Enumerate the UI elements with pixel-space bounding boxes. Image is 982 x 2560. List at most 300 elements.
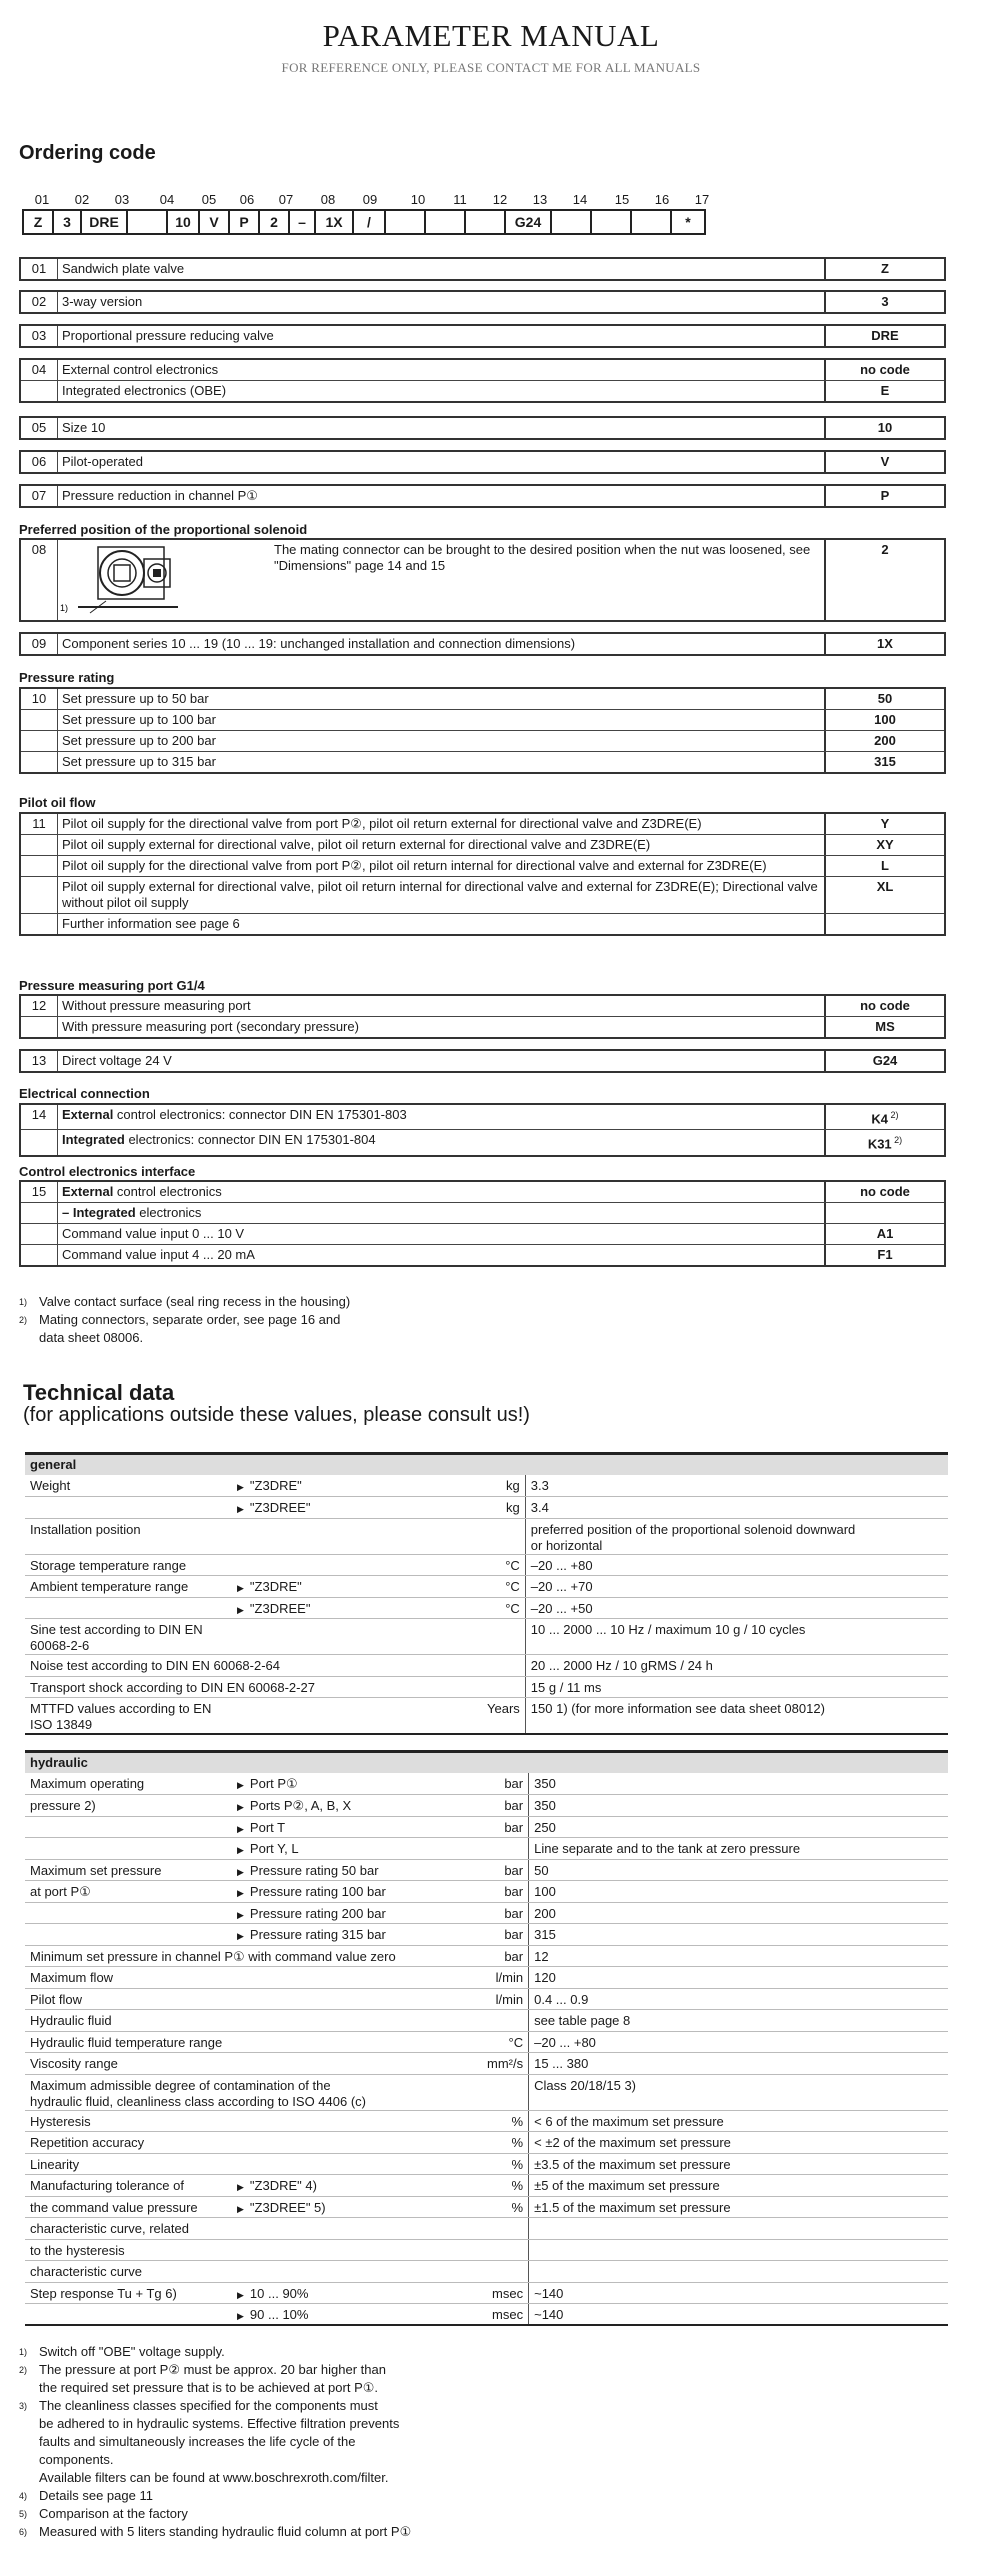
- param-value: 15 g / 11 ms: [525, 1676, 948, 1698]
- param-unit: °C: [482, 1597, 525, 1619]
- param-name: Maximum set pressure: [25, 1859, 232, 1881]
- footnote-text: The pressure at port P② must be approx. 20 bar higher than: [39, 2362, 386, 2377]
- param-unit: [482, 2239, 529, 2261]
- param-name: Maximum operating: [25, 1773, 232, 1795]
- param-variant: [232, 2110, 482, 2132]
- footnote-mark: 5): [19, 2509, 28, 2519]
- order-option-01: [19, 257, 946, 281]
- section-interface-heading: Control electronics interface: [19, 1164, 196, 1179]
- option-row: [21, 1016, 944, 1037]
- footnote-ref: 2): [888, 1110, 899, 1120]
- table-row: [25, 2153, 948, 2175]
- footnote-line: [19, 2451, 411, 2469]
- option-row: [21, 834, 944, 855]
- option-text: Direct voltage 24 V: [57, 1051, 824, 1071]
- param-unit: msec: [482, 2304, 529, 2326]
- footnote-line: [19, 2343, 411, 2361]
- param-name: characteristic curve, related: [25, 2218, 232, 2240]
- option-text-rest: electronics: connector DIN EN 175301-804: [124, 1132, 376, 1148]
- table-row: [25, 2053, 948, 2075]
- option-row: [21, 814, 944, 834]
- param-name: Storage temperature range: [25, 1554, 232, 1576]
- section-pilot-heading: Pilot oil flow: [19, 795, 96, 810]
- param-variant: ▶ 10 ... 90%: [232, 2282, 482, 2304]
- code-cell: 3: [52, 209, 80, 235]
- code-cell: P: [228, 209, 258, 235]
- footnote-ref: 2): [891, 1135, 903, 1146]
- param-variant: [232, 2031, 482, 2053]
- param-value: see table page 8: [529, 2010, 948, 2032]
- option-text-rest: control electronics: connector DIN EN 175301-803: [113, 1107, 407, 1122]
- footnote-mark: 2): [19, 1315, 28, 1325]
- position-number: 03: [114, 192, 130, 207]
- section-pressure-heading: Pressure rating: [19, 670, 115, 685]
- footnote-mark: 1): [19, 2347, 28, 2357]
- param-name: Linearity: [25, 2153, 232, 2175]
- table-row: [25, 1518, 948, 1554]
- option-text-rest: control electronics: [113, 1184, 222, 1199]
- option-text: [57, 1203, 824, 1223]
- param-unit: l/min: [482, 1967, 529, 1989]
- option-code: XL: [824, 877, 944, 913]
- param-variant: [232, 1518, 482, 1554]
- param-value: ~140: [529, 2304, 948, 2326]
- option-text-rest: electronics: [135, 1205, 202, 1220]
- option-code: 3: [824, 292, 944, 312]
- option-code: Y: [824, 814, 944, 834]
- footnote-line: [19, 2361, 411, 2379]
- option-text: Pilot oil supply external for directional valve, pilot oil return internal for directional valve and external for Z3DRE(E); Directional valve without pilot oil supply: [57, 877, 824, 913]
- param-variant: ▶ "Z3DRE": [232, 1475, 482, 1497]
- option-text: Set pressure up to 200 bar: [57, 731, 824, 751]
- table-row: [25, 1773, 948, 1795]
- code-cell: V: [198, 209, 228, 235]
- table-row: [25, 1795, 948, 1817]
- option-code: 50: [824, 689, 944, 709]
- param-variant: [232, 2261, 482, 2283]
- option-number: 08: [31, 542, 47, 557]
- param-unit: bar: [482, 1859, 529, 1881]
- bullet-icon: ▶: [237, 1888, 244, 1898]
- table-row: [25, 2239, 948, 2261]
- param-value: 200: [529, 1902, 948, 1924]
- param-unit: mm²/s: [482, 2053, 529, 2075]
- param-value: 120: [529, 1967, 948, 1989]
- param-name: [25, 1924, 232, 1946]
- param-variant: ▶ Ports P②, A, B, X: [232, 1795, 482, 1817]
- code-cell: [126, 209, 166, 235]
- table-row: [25, 1838, 948, 1860]
- footnote-text: data sheet 08006.: [39, 1330, 144, 1345]
- param-unit: bar: [482, 1795, 529, 1817]
- option-number: 13: [31, 1053, 47, 1068]
- order-option-10: [19, 687, 946, 774]
- bullet-icon: ▶: [237, 1866, 244, 1877]
- param-variant: [232, 2132, 482, 2154]
- table-row: [25, 2304, 948, 2326]
- section-label: general: [25, 1454, 948, 1476]
- solenoid-position-diagram: [58, 545, 198, 617]
- param-name: Hydraulic fluid: [25, 2010, 232, 2032]
- param-unit: bar: [482, 1902, 529, 1924]
- option-number: 04: [31, 362, 47, 377]
- param-variant: [232, 1967, 482, 1989]
- param-variant: ▶ "Z3DRE" 4): [232, 2175, 482, 2197]
- option-code: K4 $^{2)}$: [824, 1105, 944, 1129]
- position-number: 01: [34, 192, 50, 207]
- code-cell: [424, 209, 464, 235]
- table-row: [25, 1676, 948, 1698]
- bullet-icon: ▶: [237, 1604, 244, 1615]
- footnote-mark: 4): [19, 2491, 28, 2501]
- footnote-mark: 6): [19, 2527, 28, 2537]
- param-variant: ▶ Pressure rating 315 bar: [232, 1924, 482, 1946]
- footnote-line: [19, 2397, 411, 2415]
- order-option-05: [19, 416, 946, 440]
- order-option-06: [19, 450, 946, 474]
- code-cell: DRE: [80, 209, 126, 235]
- code-cell: G24: [504, 209, 550, 235]
- table-row: [25, 2196, 948, 2218]
- section-port-heading: Pressure measuring port G1/4: [19, 978, 205, 993]
- footnote-text: be adhered to in hydraulic systems. Effective filtration prevents: [39, 2416, 400, 2431]
- option-number: 14: [31, 1107, 47, 1122]
- option-text: Component series 10 ... 19 (10 ... 19: unchanged installation and connection dimensions): [57, 634, 824, 654]
- param-variant: ▶ Pressure rating 100 bar: [232, 1881, 482, 1903]
- param-value: 50: [529, 1859, 948, 1881]
- bullet-icon: ▶: [237, 1802, 244, 1812]
- param-name: Minimum set pressure in channel P① with command value zero: [25, 1945, 482, 1967]
- param-unit: %: [482, 2110, 529, 2132]
- param-name: Viscosity range: [25, 2053, 232, 2075]
- param-name: Hydraulic fluid temperature range: [25, 2031, 232, 2053]
- option-code: 1X: [824, 634, 944, 654]
- position-number: 15: [614, 192, 630, 207]
- option-text: Pilot oil supply for the directional valve from port P②, pilot oil return external for directional valve and Z3DRE(E): [57, 814, 824, 834]
- option-number: 02: [31, 294, 47, 309]
- option-code: MS: [824, 1017, 944, 1037]
- option-code: P: [824, 486, 944, 506]
- param-value: ~140: [529, 2282, 948, 2304]
- order-option-03: [19, 324, 946, 348]
- option-text: Set pressure up to 50 bar: [57, 689, 824, 709]
- option-text: [57, 1130, 824, 1154]
- option-row: [21, 1129, 944, 1154]
- option-code: F1: [824, 1245, 944, 1265]
- param-name: [25, 1838, 232, 1860]
- param-name: the command value pressure: [25, 2196, 232, 2218]
- param-name: [25, 2304, 232, 2326]
- hydraulic-table: [25, 1750, 948, 2326]
- bullet-icon: ▶: [237, 1583, 244, 1593]
- table-row: [25, 1698, 948, 1735]
- position-number: 09: [362, 192, 378, 207]
- option-row: [21, 1105, 944, 1129]
- position-number: 16: [654, 192, 670, 207]
- table-row: [25, 1619, 948, 1655]
- code-cell: 2: [258, 209, 288, 235]
- param-variant: [232, 2053, 482, 2075]
- position-number: 05: [201, 192, 217, 207]
- position-number: 13: [532, 192, 548, 207]
- table-row: [25, 1497, 948, 1519]
- table-row: [25, 2282, 948, 2304]
- option-text: Pilot oil supply for the directional valve from port P②, pilot oil return internal for directional valve and external for Z3DRE(E): [57, 856, 824, 876]
- option-text: 3-way version: [57, 292, 824, 312]
- code-cell: [630, 209, 670, 235]
- code-cell: Z: [22, 209, 52, 235]
- position-number: 07: [278, 192, 294, 207]
- option-code: 10: [824, 418, 944, 438]
- param-value: 350: [529, 1773, 948, 1795]
- option-text: Size 10: [57, 418, 824, 438]
- param-unit: °C: [482, 1576, 525, 1598]
- footnote-text: Mating connectors, separate order, see page 16 and: [39, 1312, 341, 1327]
- footnote-text: the required set pressure that is to be achieved at port P①.: [39, 2380, 379, 2395]
- param-name: to the hysteresis: [25, 2239, 232, 2261]
- table-row: [25, 1554, 948, 1576]
- footnote-line: [19, 2487, 411, 2505]
- option-text-emphasis: – Integrated: [62, 1205, 136, 1220]
- param-unit: msec: [482, 2282, 529, 2304]
- option-text: [57, 1105, 824, 1129]
- table-row: [25, 1924, 948, 1946]
- bullet-icon: ▶: [237, 1482, 244, 1492]
- table-row: [25, 2010, 948, 2032]
- position-number: 17: [694, 192, 710, 207]
- table-row: [25, 2132, 948, 2154]
- param-value: 100: [529, 1881, 948, 1903]
- option-number: 12: [31, 998, 47, 1013]
- param-value: Class 20/18/15 3): [529, 2074, 948, 2110]
- footnote-line: [19, 2523, 411, 2541]
- footnote-mark: 3): [19, 2401, 28, 2411]
- option-row: [21, 996, 944, 1016]
- footnote-line: [19, 2469, 411, 2487]
- param-unit: [482, 1518, 525, 1554]
- option-code: 200: [824, 731, 944, 751]
- param-unit: [482, 1655, 525, 1677]
- order-option-02: [19, 290, 946, 314]
- bullet-icon: ▶: [237, 1931, 244, 1941]
- option-code: K31 $^{2)}$: [824, 1130, 944, 1154]
- option-text: Command value input 4 ... 20 mA: [57, 1245, 824, 1265]
- table-row: [25, 1475, 948, 1497]
- page-title: PARAMETER MANUAL: [322, 18, 660, 53]
- footnote-text: Details see page 11: [39, 2488, 153, 2503]
- param-name: pressure 2): [25, 1795, 232, 1817]
- option-text: Without pressure measuring port: [57, 996, 824, 1016]
- param-unit: kg: [482, 1475, 525, 1497]
- param-variant: [232, 1698, 482, 1735]
- param-variant: ▶ Port P①: [232, 1773, 482, 1795]
- option-code: XY: [824, 835, 944, 855]
- order-option-04: [19, 358, 946, 403]
- code-cell: [590, 209, 630, 235]
- param-unit: [482, 1838, 529, 1860]
- option-code: L: [824, 856, 944, 876]
- position-number: 12: [492, 192, 508, 207]
- option-row: [21, 855, 944, 876]
- bullet-icon: ▶: [237, 1909, 244, 1920]
- order-option-07: [19, 484, 946, 508]
- param-value: [529, 2239, 948, 2261]
- position-number: 06: [239, 192, 255, 207]
- table-row: [25, 1576, 948, 1598]
- option-text: Set pressure up to 315 bar: [57, 752, 824, 772]
- param-name: [25, 1816, 232, 1838]
- param-unit: [482, 2074, 529, 2110]
- section-label: hydraulic: [25, 1752, 948, 1774]
- option-number: 06: [31, 454, 47, 469]
- option-text-emphasis: Integrated: [62, 1132, 125, 1148]
- param-name: MTTFD values according to EN ISO 13849: [25, 1698, 232, 1735]
- param-unit: %: [482, 2175, 529, 2197]
- position-number: 14: [572, 192, 588, 207]
- param-value: ±1.5 of the maximum set pressure: [529, 2196, 948, 2218]
- option-text: Integrated electronics (OBE): [57, 381, 824, 401]
- param-variant: [232, 1554, 482, 1576]
- page-subtitle: FOR REFERENCE ONLY, PLEASE CONTACT ME FOR ALL MANUALS: [281, 60, 701, 75]
- option-row: [21, 1202, 944, 1223]
- position-number: 10: [410, 192, 426, 207]
- param-unit: [482, 1676, 525, 1698]
- order-option-12: [19, 994, 946, 1039]
- option-text: Pilot oil supply external for directional valve, pilot oil return external for directional valve and Z3DRE(E): [57, 835, 824, 855]
- table-row: [25, 1902, 948, 1924]
- param-variant: ▶ Port T: [232, 1816, 482, 1838]
- position-number: 02: [74, 192, 90, 207]
- param-unit: %: [482, 2132, 529, 2154]
- option-number: 07: [31, 488, 47, 503]
- table-section-header: [25, 1454, 948, 1476]
- option-code: 315: [824, 752, 944, 772]
- param-unit: [482, 1619, 525, 1655]
- bullet-icon: ▶: [237, 2182, 244, 2192]
- param-value: ±5 of the maximum set pressure: [529, 2175, 948, 2197]
- option-row: [21, 1182, 944, 1202]
- technical-data-heading: Technical data: [23, 1380, 175, 1405]
- footnote-text: Valve contact surface (seal ring recess in the housing): [39, 1294, 351, 1309]
- order-option-14: [19, 1103, 946, 1157]
- param-name: [25, 1902, 232, 1924]
- param-variant: ▶ "Z3DREE": [232, 1597, 482, 1619]
- param-unit: °C: [482, 1554, 525, 1576]
- param-unit: %: [482, 2196, 529, 2218]
- option-code: no code: [824, 996, 944, 1016]
- option-code: DRE: [824, 326, 944, 346]
- option-text: Command value input 0 ... 10 V: [57, 1224, 824, 1244]
- option-code: 2: [824, 540, 944, 620]
- param-name: Pilot flow: [25, 1988, 232, 2010]
- option-number: 05: [31, 420, 47, 435]
- footnote-line: [19, 2433, 411, 2451]
- code-cell: [550, 209, 590, 235]
- position-number: 11: [453, 192, 467, 207]
- param-variant: ▶ "Z3DREE": [232, 1497, 482, 1519]
- param-name: Sine test according to DIN EN 60068-2-6: [25, 1619, 232, 1655]
- option-text: Set pressure up to 100 bar: [57, 710, 824, 730]
- diagram-marker: 1): [60, 603, 69, 613]
- param-value: < ±2 of the maximum set pressure: [529, 2132, 948, 2154]
- param-value: 315: [529, 1924, 948, 1946]
- option-text-emphasis: External: [62, 1107, 114, 1122]
- param-value: 0.4 ... 0.9: [529, 1988, 948, 2010]
- option-code: [824, 914, 944, 934]
- option-number: 15: [31, 1184, 47, 1199]
- option-row: [21, 876, 944, 913]
- footnote-text: The cleanliness classes specified for the components must: [39, 2398, 378, 2413]
- param-unit: bar: [482, 1816, 529, 1838]
- param-name: Installation position: [25, 1518, 232, 1554]
- option-row: [21, 1244, 944, 1265]
- option-number: 09: [31, 636, 47, 651]
- param-value: –20 ... +50: [525, 1597, 948, 1619]
- position-number: 08: [320, 192, 336, 207]
- order-option-11: [19, 812, 946, 936]
- param-value: 12: [529, 1945, 948, 1967]
- param-unit: l/min: [482, 1988, 529, 2010]
- footnote-text: Measured with 5 liters standing hydraulic fluid column at port P①: [39, 2524, 412, 2539]
- param-variant: [232, 2239, 482, 2261]
- general-table: [25, 1452, 948, 1735]
- footnote-mark: 2): [19, 2365, 28, 2375]
- option-row: [21, 730, 944, 751]
- param-value: Line separate and to the tank at zero pressure: [529, 1838, 948, 1860]
- param-name: Maximum flow: [25, 1967, 232, 1989]
- param-value: –20 ... +80: [529, 2031, 948, 2053]
- footnote-text: faults and simultaneously increases the life cycle of the: [39, 2434, 356, 2449]
- table-row: [25, 1655, 948, 1677]
- param-value: 3.3: [525, 1475, 948, 1497]
- table-row: [25, 1945, 948, 1967]
- bullet-icon: ▶: [237, 2311, 244, 2321]
- param-value: 3.4: [525, 1497, 948, 1519]
- param-value: [529, 2261, 948, 2283]
- option-text: Pressure reduction in channel P①: [57, 486, 824, 506]
- option-code: 100: [824, 710, 944, 730]
- param-value: ±3.5 of the maximum set pressure: [529, 2153, 948, 2175]
- param-variant: [232, 1619, 482, 1655]
- order-option-09: [19, 632, 946, 656]
- bullet-icon: ▶: [237, 1823, 244, 1834]
- param-unit: bar: [482, 1881, 529, 1903]
- param-name: Noise test according to DIN EN 60068-2-64: [25, 1655, 482, 1677]
- param-value: 15 ... 380: [529, 2053, 948, 2075]
- option-text: Sandwich plate valve: [57, 259, 824, 279]
- order-option-15: [19, 1180, 946, 1267]
- bullet-icon: ▶: [237, 2203, 244, 2214]
- code-cell: [384, 209, 424, 235]
- param-variant: ▶ Port Y, L: [232, 1838, 482, 1860]
- option-code: no code: [824, 1182, 944, 1202]
- param-unit: °C: [482, 2031, 529, 2053]
- option-number: 11: [32, 816, 46, 831]
- param-variant: [232, 2010, 482, 2032]
- param-name: at port P①: [25, 1881, 232, 1903]
- footnote-line: [19, 2379, 411, 2397]
- table-row: [25, 2074, 948, 2110]
- order-option-13: [19, 1049, 946, 1073]
- table-row: [25, 2110, 948, 2132]
- table-row: [25, 1816, 948, 1838]
- option-row: [21, 1223, 944, 1244]
- param-name: characteristic curve: [25, 2261, 232, 2283]
- param-value: < 6 of the maximum set pressure: [529, 2110, 948, 2132]
- param-name: [25, 1597, 232, 1619]
- table-row: [25, 1988, 948, 2010]
- bullet-icon: ▶: [237, 2289, 244, 2300]
